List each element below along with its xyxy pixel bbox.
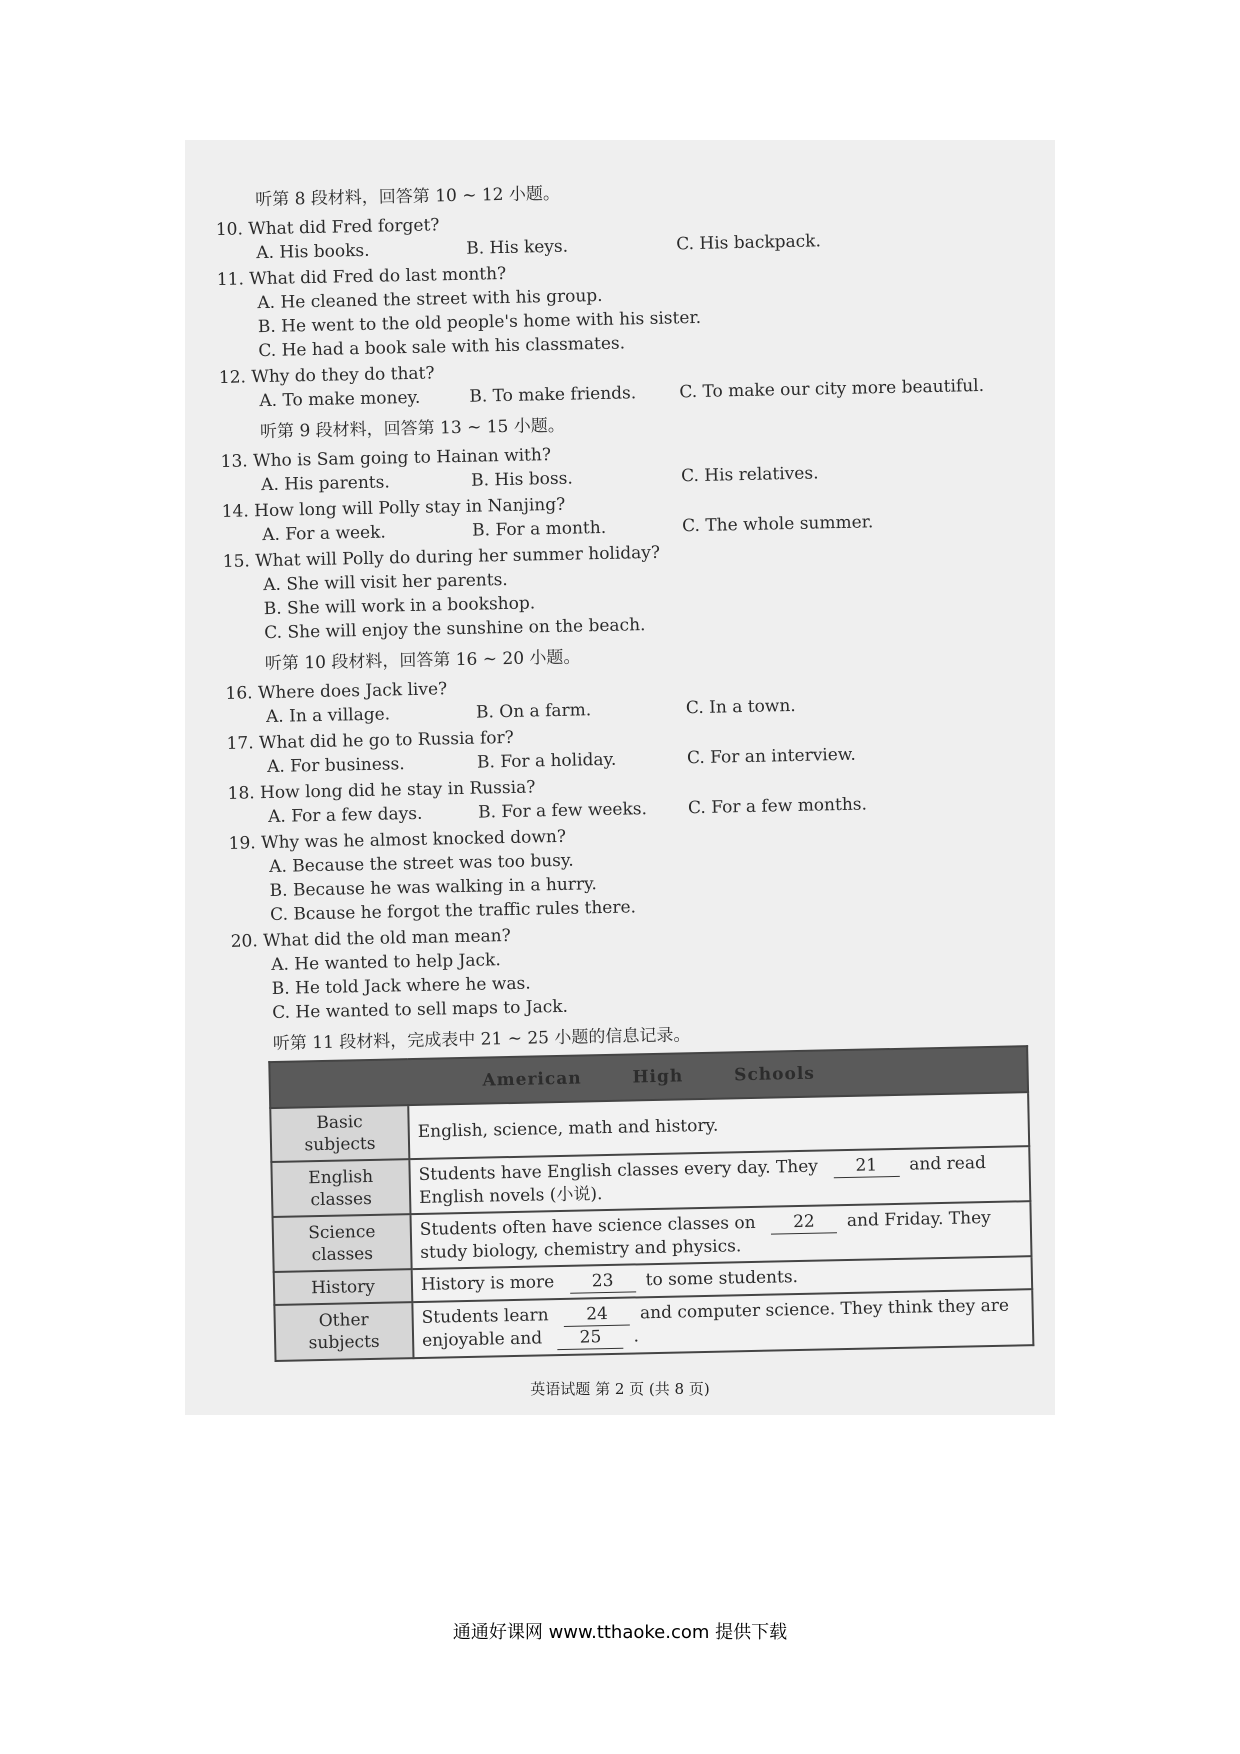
content-text: and computer science. They think they are enjoyable and — [421, 1295, 1010, 1351]
answer-option: C. The whole summer. — [681, 512, 874, 537]
answer-option: A. She will visit her parents. — [263, 569, 508, 596]
answer-option: B. For a few weeks. — [477, 799, 648, 823]
exam-content — [215, 173, 1049, 1363]
answer-option: A. For a few days. — [267, 803, 423, 828]
table-title-word: Schools — [733, 1063, 816, 1086]
question-text: 19. Why was he almost knocked down? — [228, 826, 567, 854]
answer-option: C. His backpack. — [676, 231, 822, 255]
answer-option: B. His boss. — [470, 468, 574, 491]
question-text: 15. What will Polly do during her summer holiday? — [222, 542, 661, 572]
answer-blank: 21 — [833, 1154, 899, 1178]
question-text: 11. What did Fred do last month? — [216, 263, 507, 290]
content-text: and read English novels (小说). — [418, 1153, 987, 1208]
question-text: 16. Where does Jack live? — [225, 679, 448, 704]
answer-option: C. In a town. — [685, 695, 796, 719]
answer-option: A. In a village. — [265, 704, 391, 728]
content-text: to some students. — [645, 1267, 799, 1291]
answer-option: B. For a holiday. — [476, 749, 617, 773]
answer-option: B. His keys. — [466, 236, 569, 259]
answer-option: C. To make our city more beautiful. — [679, 375, 985, 403]
table-title-word: American — [482, 1068, 582, 1091]
content-text: History is more — [420, 1272, 555, 1295]
answer-option: B. He told Jack where he was. — [271, 973, 531, 999]
question — [228, 815, 1040, 928]
question-text: 20. What did the old man mean? — [230, 925, 511, 952]
table-title-word: High — [632, 1066, 684, 1088]
page-number: 英语试题 第 2 页 (共 8 页) — [530, 1380, 710, 1398]
answer-blank: 24 — [564, 1303, 630, 1327]
answer-option: A. For a week. — [262, 522, 387, 546]
row-label: Other subjects — [274, 1302, 413, 1361]
answer-blank: 25 — [557, 1326, 623, 1350]
section-intro: 听第 9 段材料，回答第 13 ~ 15 小题。 — [259, 415, 565, 443]
answer-blank: 22 — [771, 1210, 837, 1234]
answer-option: B. He went to the old people's home with his sister. — [257, 307, 702, 338]
answer-option: C. She will enjoy the sunshine on the beach. — [264, 615, 646, 644]
answer-option: A. Because the street was too busy. — [268, 850, 574, 878]
section-intro: 听第 10 段材料，回答第 16 ~ 20 小题。 — [264, 647, 581, 675]
question-text: 13. Who is Sam going to Hainan with? — [220, 445, 552, 472]
question-text: 14. How long will Polly stay in Nanjing? — [221, 494, 566, 522]
answer-option: A. His parents. — [260, 472, 390, 496]
row-label: English classes — [271, 1159, 410, 1217]
content-text: Students often have science classes on — [419, 1212, 756, 1240]
answer-option: C. Bcause he forgot the traffic rules there. — [269, 897, 637, 926]
answer-option: C. He wanted to sell maps to Jack. — [272, 996, 569, 1023]
question-text: 18. How long did he stay in Russia? — [227, 777, 536, 804]
answer-option: B. To make friends. — [469, 383, 637, 407]
question-text: 17. What did he go to Russia for? — [226, 727, 514, 754]
answer-option: B. On a farm. — [475, 700, 592, 723]
section-intro: 听第 8 段材料，回答第 10 ~ 12 小题。 — [255, 183, 561, 211]
answer-option: A. He cleaned the street with his group. — [257, 285, 603, 314]
question — [217, 251, 1029, 364]
answer-option: C. His relatives. — [680, 463, 819, 487]
row-label: Science classes — [273, 1214, 412, 1272]
answer-option: A. To make money. — [259, 387, 421, 412]
answer-option: C. He had a book sale with his classmates. — [258, 333, 626, 362]
row-label: History — [274, 1269, 413, 1305]
info-table — [268, 1045, 1034, 1362]
question-text: 12. Why do they do that? — [218, 363, 435, 388]
table-intro: 听第 11 段材料，完成表中 21 ~ 25 小题的信息记录。 — [272, 1025, 691, 1054]
table-body — [270, 1092, 1033, 1361]
question-text: 10. What did Fred forget? — [215, 215, 440, 240]
answer-option: A. His books. — [256, 240, 370, 264]
answer-option: A. For business. — [266, 754, 405, 778]
answer-blank: 23 — [569, 1269, 635, 1293]
content-text: Students learn — [421, 1305, 549, 1328]
answer-option: A. He wanted to help Jack. — [271, 950, 501, 975]
answer-option: C. For an interview. — [686, 744, 856, 769]
answer-option: C. For a few months. — [687, 794, 868, 819]
content-text: . — [633, 1326, 640, 1347]
site-credit: 通通好课网 www.tthaoke.com 提供下载 — [452, 1622, 788, 1643]
listening-sections — [215, 173, 1042, 1034]
row-label: Basic subjects — [270, 1105, 409, 1162]
answer-option: B. For a month. — [471, 517, 607, 541]
answer-option: B. Because he was walking in a hurry. — [269, 874, 598, 902]
content-text: English, science, math and history. — [417, 1115, 719, 1142]
content-text: Students have English classes every day. They — [418, 1156, 819, 1185]
question — [223, 533, 1035, 646]
row-content — [412, 1289, 1033, 1358]
content-text: and Friday. They study biology, chemistry and physics. — [420, 1207, 991, 1263]
question — [230, 913, 1042, 1026]
answer-option: B. She will work in a bookshop. — [263, 593, 536, 620]
